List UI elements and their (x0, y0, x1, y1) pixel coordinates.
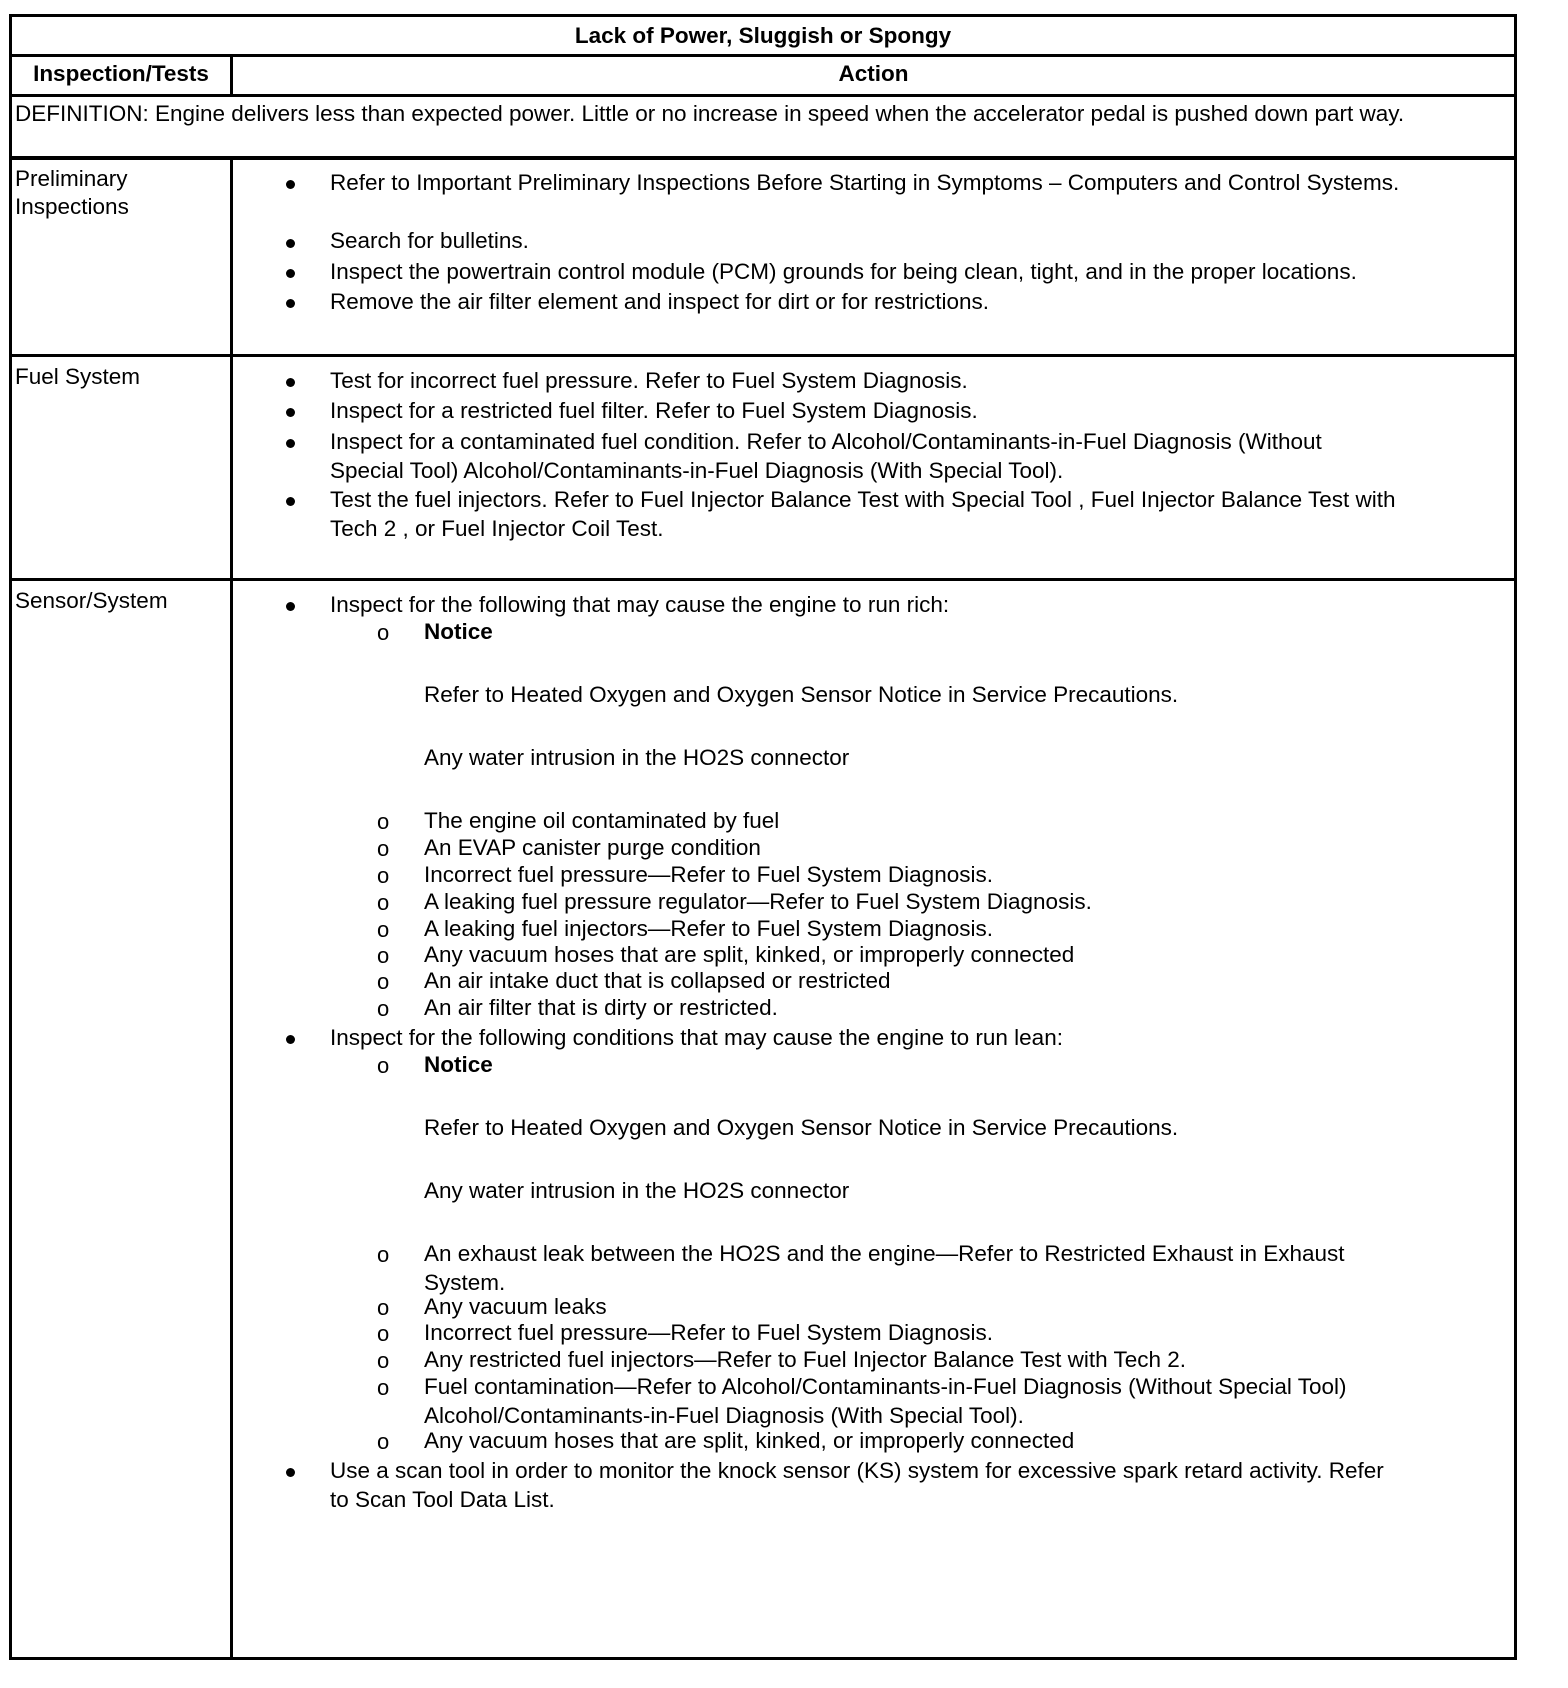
bullet-icon (286, 239, 295, 248)
definition-text: DEFINITION: Engine delivers less than expected power. Little or no increase in speed when the accelerator pedal is pushed down part way. (15, 101, 1405, 126)
list-item: Refer to Important Preliminary Inspections Before Starting in Symptoms – Computers and Control Systems. (330, 170, 1400, 195)
bullet-icon (286, 180, 295, 189)
sub-bullet-icon: o (377, 1348, 390, 1373)
divider (12, 354, 1514, 357)
sub-bullet-icon: o (377, 1321, 390, 1346)
list-item: Test for incorrect fuel pressure. Refer to Fuel System Diagnosis. (330, 368, 968, 393)
bullet-icon (286, 299, 295, 308)
sub-list-item: Incorrect fuel pressure—Refer to Fuel System Diagnosis. (424, 862, 993, 887)
notice-text: Refer to Heated Oxygen and Oxygen Sensor Notice in Service Precautions. (424, 682, 1179, 707)
bullet-icon (286, 1035, 295, 1044)
sub-bullet-icon: o (377, 809, 390, 834)
sub-bullet-icon: o (377, 620, 390, 645)
list-item: Remove the air filter element and inspect for dirt or for restrictions. (330, 289, 990, 314)
diagnostic-table (9, 14, 1517, 1660)
bullet-icon (286, 1468, 295, 1477)
sub-list-item: Any vacuum leaks (424, 1294, 607, 1319)
row-label-sensor-system: Sensor/System (15, 588, 168, 613)
notice-title: Notice (424, 619, 493, 644)
list-item: Test the fuel injectors. Refer to Fuel Injector Balance Test with Special Tool , Fuel Injector Balance Test with Tech 2 , or Fuel Injector Coil Test. (330, 487, 1396, 541)
notice-sub: Any water intrusion in the HO2S connector (424, 745, 850, 770)
list-item: Inspect the powertrain control module (PCM) grounds for being clean, tight, and in the proper locations. (330, 259, 1357, 284)
table-title: Lack of Power, Sluggish or Spongy (574, 23, 952, 48)
sub-bullet-icon: o (377, 890, 390, 915)
list-item: Search for bulletins. (330, 228, 529, 253)
divider (12, 94, 1514, 97)
list-item: Inspect for the following that may cause the engine to run rich: (330, 592, 950, 617)
row-label-preliminary: Preliminary Inspections (15, 166, 129, 219)
sub-list-item: An EVAP canister purge condition (424, 835, 761, 860)
bullet-icon (286, 378, 295, 387)
sub-list-item: Any vacuum hoses that are split, kinked, or improperly connected (424, 942, 1075, 967)
list-item: Inspect for a contaminated fuel condition. Refer to Alcohol/Contaminants-in-Fuel Diagnosis (Without Special Tool) Alcohol/Contaminants-in-Fuel Diagnosis (With Special Tool). (330, 429, 1322, 483)
divider (230, 156, 233, 1660)
notice-sub: Any water intrusion in the HO2S connector (424, 1178, 850, 1203)
header-action: Action (838, 61, 909, 86)
sub-list-item: A leaking fuel pressure regulator—Refer to Fuel System Diagnosis. (424, 889, 1092, 914)
divider (12, 578, 1514, 581)
divider (12, 54, 1514, 57)
bullet-icon (286, 602, 295, 611)
sub-list-item: Any vacuum hoses that are split, kinked, or improperly connected (424, 1428, 1075, 1453)
sub-list-item: The engine oil contaminated by fuel (424, 808, 780, 833)
header-inspection-tests: Inspection/Tests (33, 61, 209, 86)
sub-list-item: An exhaust leak between the HO2S and the engine—Refer to Restricted Exhaust in Exhaust System. (424, 1241, 1345, 1295)
sub-bullet-icon: o (377, 1429, 390, 1454)
sub-list-item: A leaking fuel injectors—Refer to Fuel System Diagnosis. (424, 916, 994, 941)
sub-bullet-icon: o (377, 917, 390, 942)
bullet-icon (286, 408, 295, 417)
sub-bullet-icon: o (377, 943, 390, 968)
sub-list-item: Incorrect fuel pressure—Refer to Fuel System Diagnosis. (424, 1320, 993, 1345)
bullet-icon (286, 439, 295, 448)
divider (230, 54, 233, 94)
list-item: Inspect for a restricted fuel filter. Refer to Fuel System Diagnosis. (330, 398, 978, 423)
sub-bullet-icon: o (377, 1375, 390, 1400)
bullet-icon (286, 269, 295, 278)
bullet-icon (286, 497, 295, 506)
notice-text: Refer to Heated Oxygen and Oxygen Sensor Notice in Service Precautions. (424, 1115, 1179, 1140)
sub-bullet-icon: o (377, 1295, 390, 1320)
list-item: Use a scan tool in order to monitor the knock sensor (KS) system for excessive spark retard activity. Refer to Scan Tool Data List. (330, 1458, 1384, 1512)
sub-list-item: Fuel contamination—Refer to Alcohol/Contaminants-in-Fuel Diagnosis (Without Special Tool) Alcohol/Contaminants-in-Fuel Diagnosis (With Special Tool). (424, 1374, 1347, 1428)
sub-list-item: Any restricted fuel injectors—Refer to Fuel Injector Balance Test with Tech 2. (424, 1347, 1187, 1372)
divider (12, 156, 1514, 160)
sub-bullet-icon: o (377, 863, 390, 888)
sub-bullet-icon: o (377, 1053, 390, 1078)
sub-bullet-icon: o (377, 1242, 390, 1267)
sub-bullet-icon: o (377, 836, 390, 861)
notice-title: Notice (424, 1052, 493, 1077)
list-item: Inspect for the following conditions that may cause the engine to run lean: (330, 1025, 1063, 1050)
sub-bullet-icon: o (377, 996, 390, 1021)
sub-bullet-icon: o (377, 969, 390, 994)
row-label-fuel-system: Fuel System (15, 364, 141, 389)
sub-list-item: An air intake duct that is collapsed or restricted (424, 968, 891, 993)
sub-list-item: An air filter that is dirty or restricted. (424, 995, 778, 1020)
